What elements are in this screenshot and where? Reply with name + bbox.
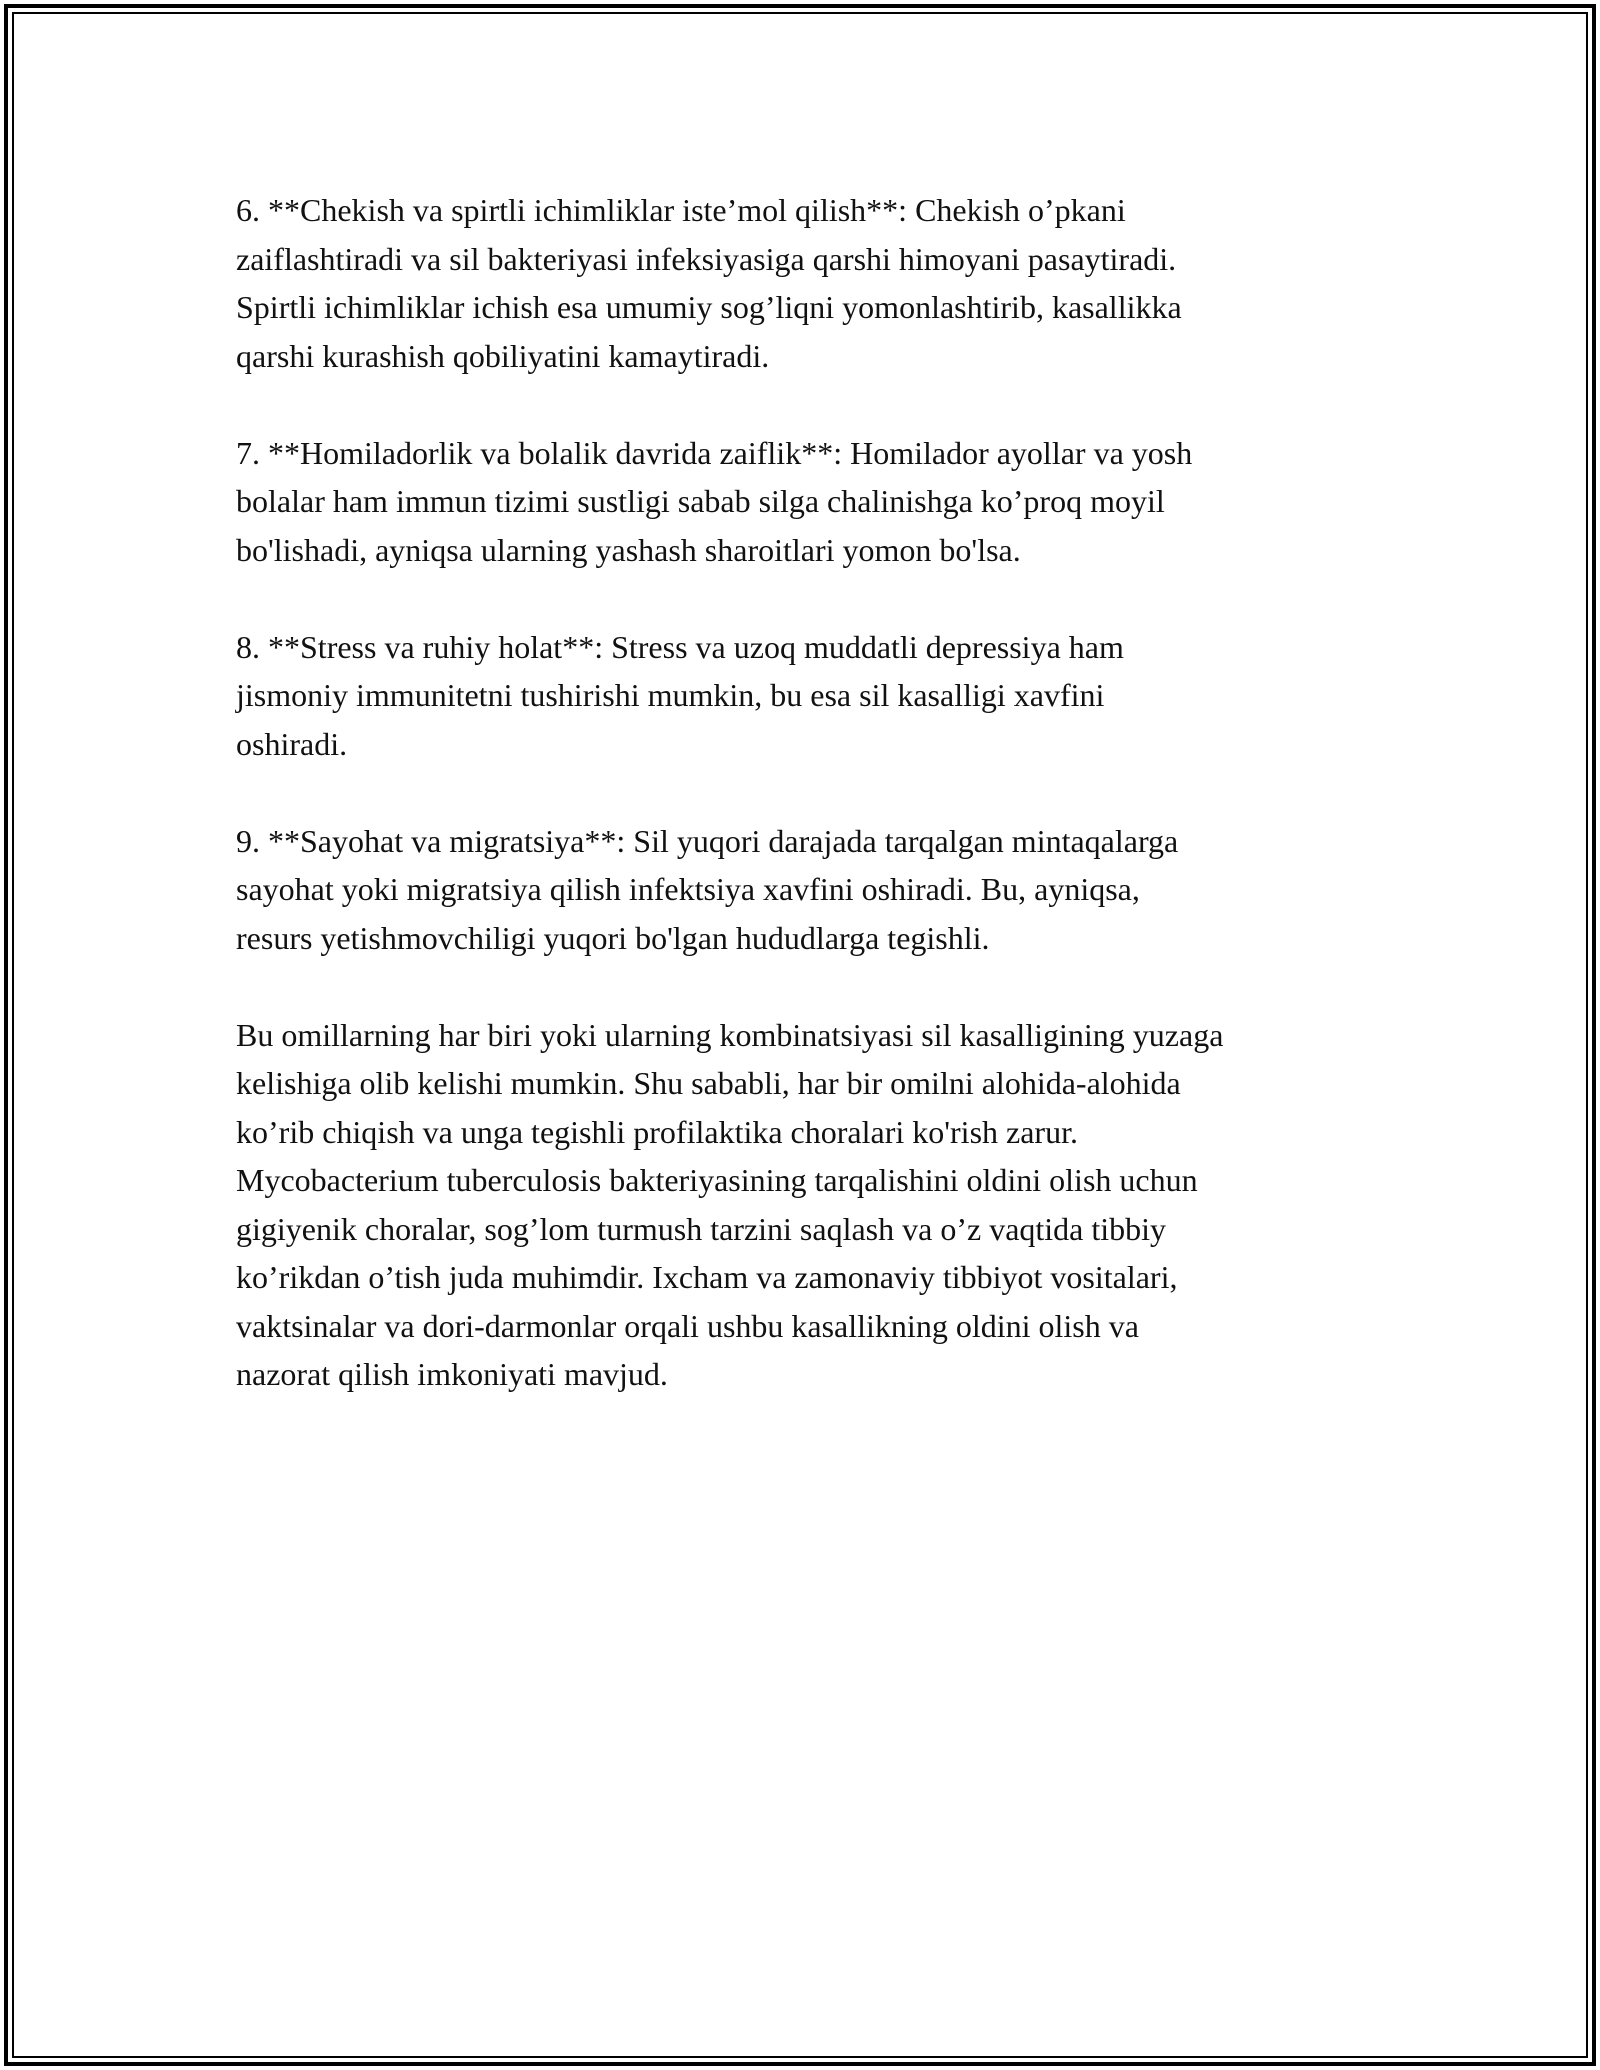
document-body [236,186,1386,1447]
paragraph-item-9: 9. **Sayohat va migratsiya**: Sil yuqori darajada tarqalgan mintaqalarga sayohat yoki migratsiya qilish infektsiya xavfini oshiradi. Bu, ayniqsa, resurs yetishmovchiligi yuqori bo'lgan hududlarga tegishli. [236,822,1179,956]
paragraph-item-6: 6. **Chekish va spirtli ichimliklar iste’mol qilish**: Chekish o’pkani zaiflashtiradi va sil bakteriyasi infeksiyasiga qarshi himoyani pasaytiradi. Spirtli ichimliklar ichish esa umumiy sog’liqni yomonlashtirib, kasallikka qarshi kurashish qobiliyatini kamaytiradi. [236,192,1182,374]
paragraph-item-7: 7. **Homiladorlik va bolalik davrida zaiflik**: Homilador ayollar va yosh bolalar ham immun tizimi sustligi sabab silga chalinishga ko’proq moyil bo'lishadi, ayniqsa ularning yashash sharoitlari yomon bo'lsa. [236,434,1193,568]
paragraph-conclusion: Bu omillarning har biri yoki ularning kombinatsiyasi sil kasalligining yuzaga kelishiga olib kelishi mumkin. Shu sababli, har bir omilni alohida-alohida ko’rib chiqish va unga tegishli profilaktika choralari ko'rish zarur. Mycobacterium tuberculosis bakteriyasining tarqalishini oldini olish uchun gigiyenik choralar, sog’lom turmush tarzini saqlash va o’z vaqtida tibbiy ko’rikdan o’tish juda muhimdir. Ixcham va zamonaviy tibbiyot vositalari, vaktsinalar va dori-darmonlar orqali ushbu kasallikning oldini olish va nazorat qilish imkoniyati mavjud. [236,1016,1224,1392]
paragraph-item-8: 8. **Stress va ruhiy holat**: Stress va uzoq muddatli depressiya ham jismoniy immunitetni tushirishi mumkin, bu esa sil kasalligi xavfini oshiradi. [236,628,1124,762]
